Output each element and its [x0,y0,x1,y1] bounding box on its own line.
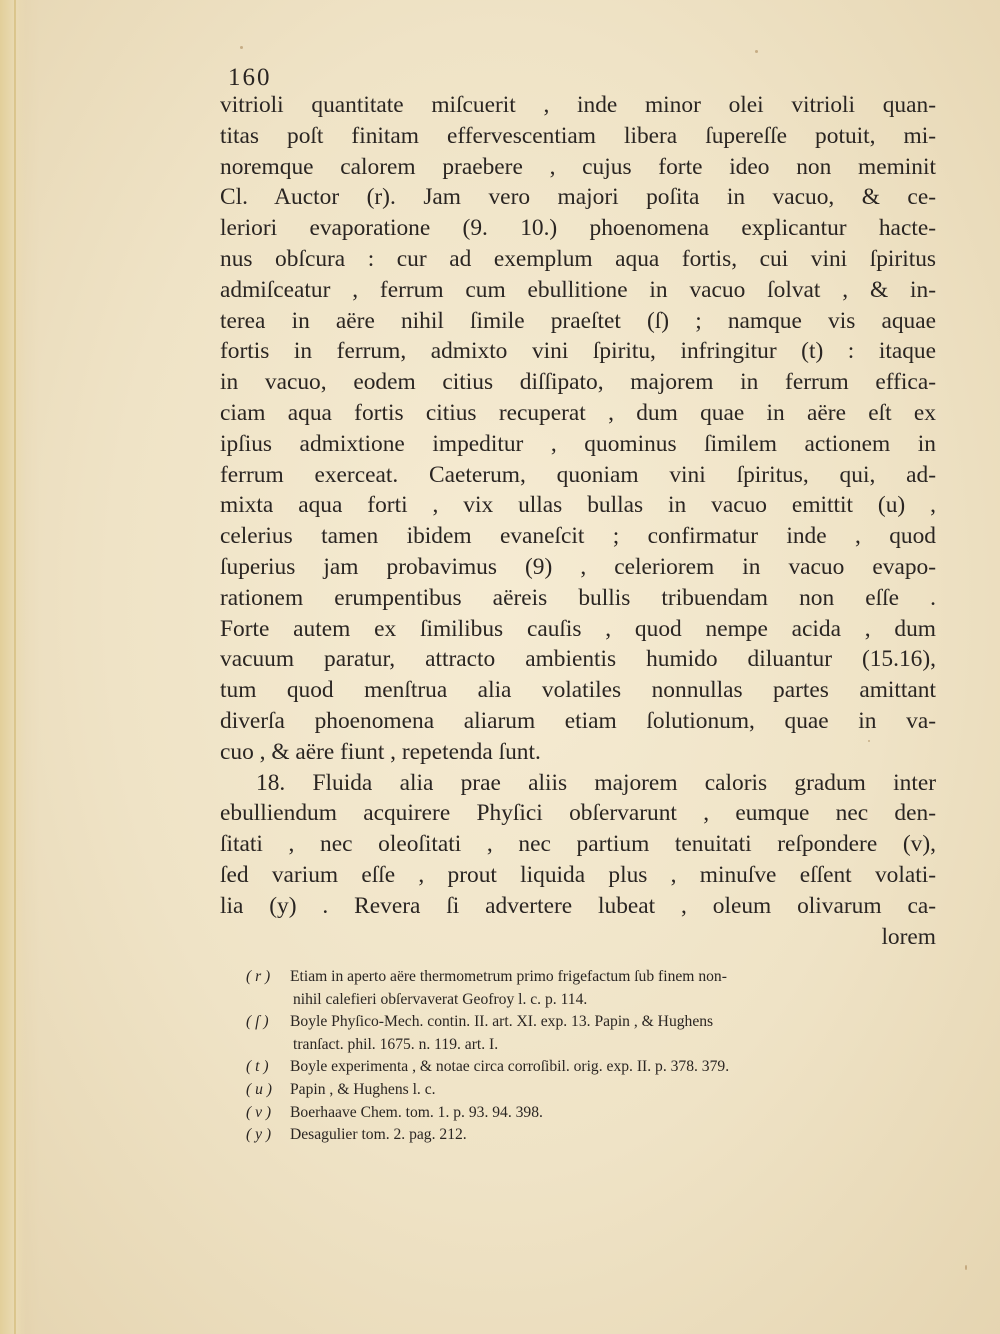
text-line: in vacuo, eodem citius diſſipato, majorem in ferrum effica- [220,369,936,396]
text-line: cuo , & aëre fiunt , repetenda ſunt. [220,738,541,765]
footnote-text: Boyle Phyſico-Mech. contin. II. art. XI. exp. 13. Papin , & Hughens [290,1013,714,1031]
footnote-mark: ( v ) [246,1103,272,1121]
text-line: terea in aëre nihil ſimile praeſtet (ſ) ; namque vis aquae [220,307,936,334]
text-line: fortis in ferrum, admixto vini ſpiritu, infringitur (t) : itaque [220,338,936,365]
text-line: Forte autem ex ſimilibus cauſis , quod nempe acida , dum [220,615,936,642]
text-line: diverſa phoenomena aliarum etiam ſolutionum, quae in va- [220,707,936,734]
footnote-mark: ( y ) [246,1126,272,1144]
catchword: lorem [881,923,936,950]
body-text [220,90,936,952]
footnote-t [246,1056,946,1079]
footnote-text: nihil calefieri obſervaverat Geofroy l. c. p. 114. [293,990,588,1008]
footnote-text: Desagulier tom. 2. pag. 212. [290,1126,467,1144]
paper-fleck [965,1265,967,1270]
text-line: Cl. Auctor (r). Jam vero majori poſita in vacuo, & ce- [220,184,936,211]
footnote-y [246,1124,946,1147]
footnote-mark: ( u ) [246,1080,272,1098]
footnote-text: Papin , & Hughens l. c. [290,1080,436,1098]
text-line: ciam aqua fortis citius recuperat , dum quae in aëre eſt ex [220,399,936,426]
text-line: ebulliendum acquirere Phyſici obſervarunt , eumque nec den- [220,800,936,827]
binding-edge [0,0,26,1334]
paper-fleck [240,46,243,49]
text-line: tum quod menſtrua alia volatiles nonnullas partes amittant [220,677,936,704]
text-line: admiſceatur , ferrum cum ebullitione in vacuo ſolvat , & in- [220,276,936,303]
footnote-r [246,966,946,989]
footnotes [246,966,946,1147]
text-line: vacuum paratur, attracto ambientis humido diluantur (15.16), [220,646,936,673]
footnote-text: tranſact. phil. 1675. n. 119. art. I. [293,1035,499,1053]
text-line: ipſius admixtione impeditur , quominus ſimilem actionem in [220,430,936,457]
footnote-text: Boyle experimenta , & notae circa corroſibil. orig. exp. II. p. 378. 379. [290,1058,730,1076]
text-line: ferrum exerceat. Caeterum, quoniam vini ſpiritus, qui, ad- [220,461,936,488]
footnote-mark: ( ſ ) [246,1013,269,1031]
footnote-v [246,1102,946,1125]
footnote-text: Boerhaave Chem. tom. 1. p. 93. 94. 398. [290,1103,543,1121]
text-line: titas poſt finitam effervescentiam libera ſupereſſe potuit, mi- [220,122,936,149]
section-18-start: 18. Fluida alia prae aliis majorem caloris gradum inter [256,769,936,796]
footnote-s [246,1011,946,1034]
footnote-text: Etiam in aperto aëre thermometrum primo frigefactum ſub finem non- [290,968,727,985]
paper-fleck [755,50,758,53]
text-line: ſed varium eſſe , prout liquida plus , minuſve eſſent volati- [220,861,936,888]
footnote-mark: ( r ) [246,968,271,985]
footnote-u [246,1079,946,1102]
text-line: ſuperius jam probavimus (9) , celeriorem in vacuo evapo- [220,553,936,580]
text-line: nus obſcura : cur ad exemplum aqua fortis, cui vini ſpiritus [220,245,936,272]
text-line: rationem erumpentibus aëreis bullis tribuendam non eſſe . [220,584,936,611]
text-line: celerius tamen ibidem evaneſcit ; confirmatur inde , quod [220,523,936,550]
text-line: ſitati , nec oleoſitati , nec partium tenuitati reſpondere (v), [220,831,936,858]
text-line: leriori evaporatione (9. 10.) phoenomena explicantur hacte- [220,215,936,242]
text-line: noremque calorem praebere , cujus forte ideo non meminit [220,153,936,180]
text-line: vitrioli quantitate miſcuerit , inde minor olei vitrioli quan- [220,92,936,118]
page-number: 160 [228,64,272,91]
text-line: mixta aqua forti , vix ullas bullas in vacuo emittit (u) , [220,492,936,519]
footnote-mark: ( t ) [246,1058,269,1076]
text-line: lia (y) . Revera ſi advertere lubeat , oleum olivarum ca- [220,892,936,919]
